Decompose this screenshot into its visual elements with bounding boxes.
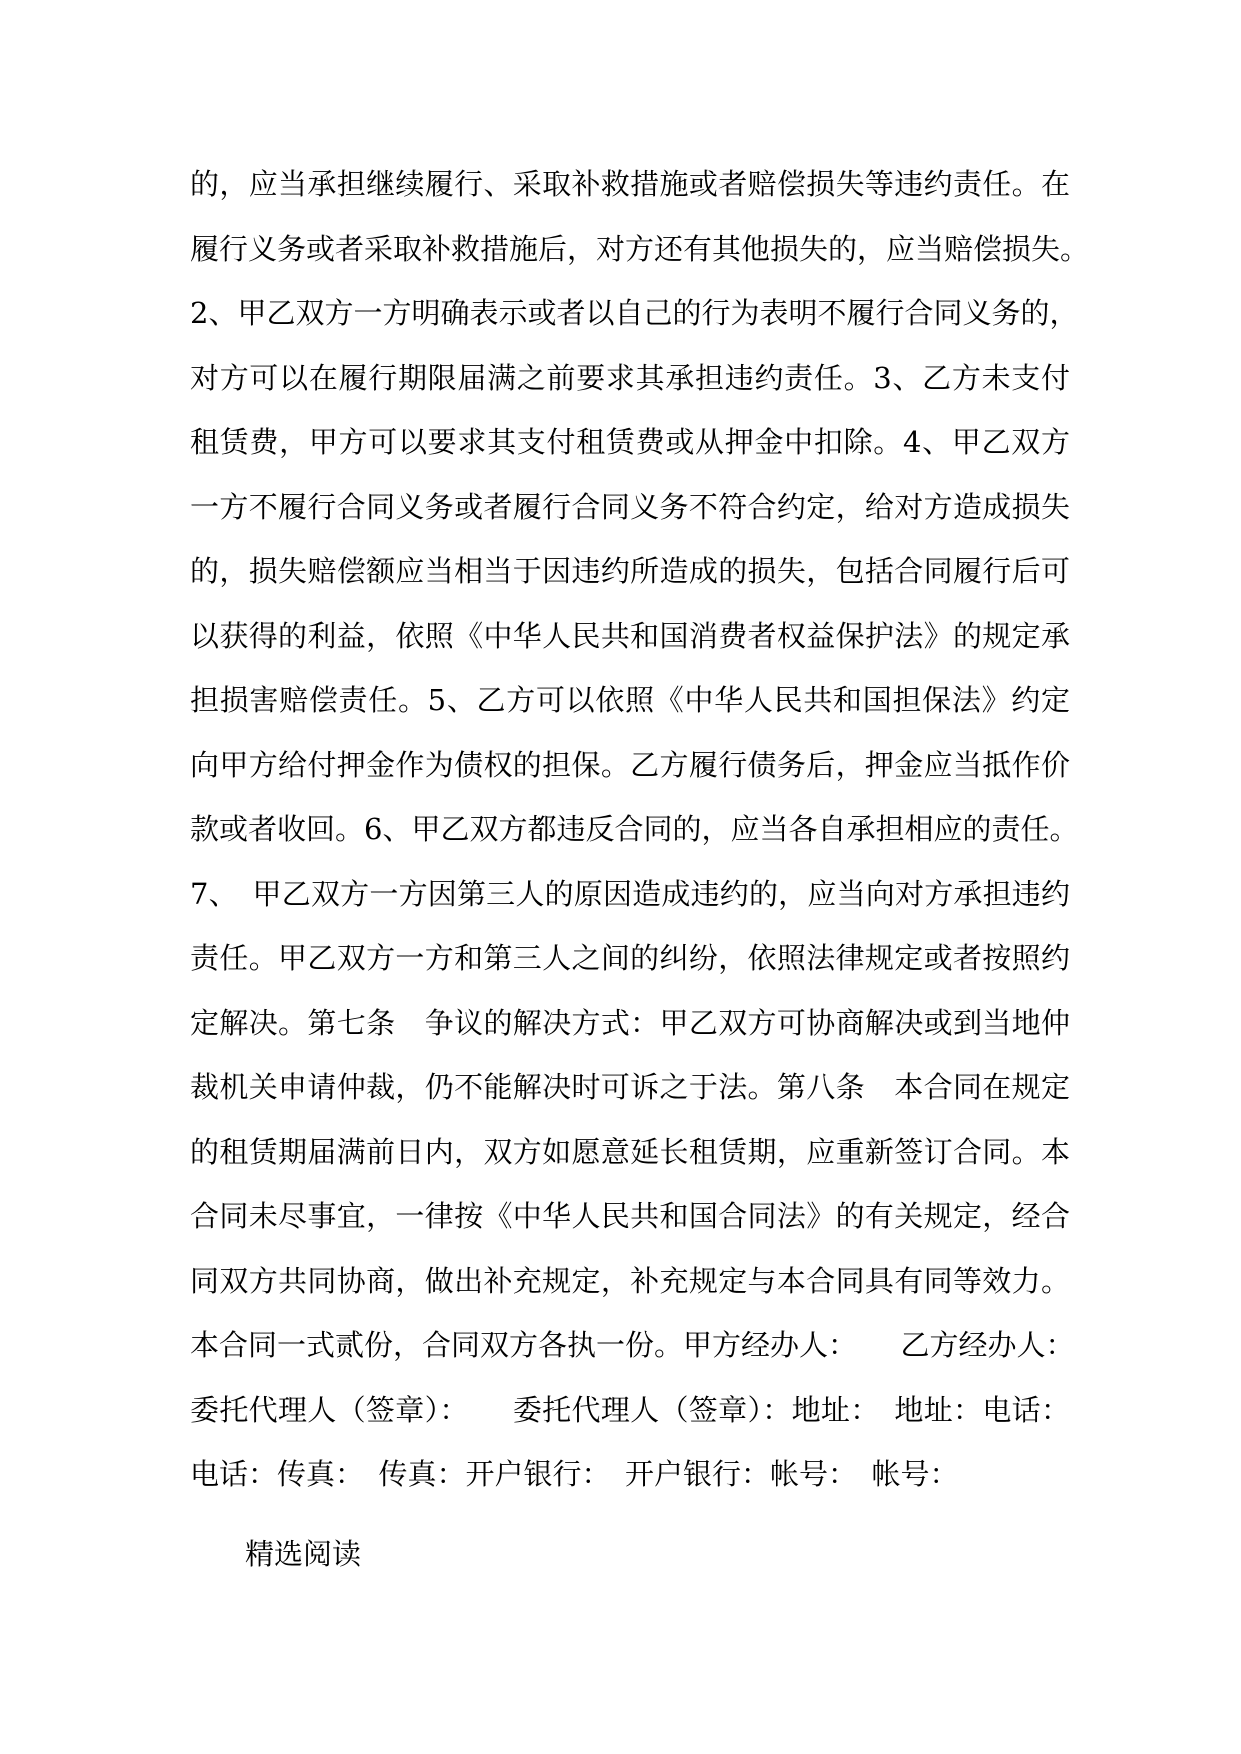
text-line: 款或者收回。6、甲乙双方都违反合同的，应当各自承担相应的责任。 [190, 812, 1079, 846]
section-heading-featured-reading: 精选阅读 [245, 1537, 362, 1571]
text-line: 电话：传真： 传真：开户银行： 开户银行：帐号： 帐号： [190, 1457, 959, 1491]
text-line: 合同未尽事宜，一律按《中华人民共和国合同法》的有关规定，经合 [190, 1199, 1070, 1233]
text-line: 的租赁期届满前日内，双方如愿意延长租赁期，应重新签订合同。本 [190, 1134, 1070, 1169]
text-line: 向甲方给付押金作为债权的担保。乙方履行债务后，押金应当抵作价 [190, 747, 1070, 782]
text-line: 定解决。第七条 争议的解决方式：甲乙双方可协商解决或到当地仲 [190, 1005, 1070, 1040]
text-line: 租赁费，甲方可以要求其支付租赁费或从押金中扣除。4、甲乙双方 [190, 425, 1070, 459]
text-line: 对方可以在履行期限届满之前要求其承担违约责任。3、乙方未支付 [190, 360, 1070, 395]
text-line: 同双方共同协商，做出补充规定，补充规定与本合同具有同等效力。 [190, 1263, 1070, 1298]
text-line: 本合同一式贰份，合同双方各执一份。甲方经办人： 乙方经办人： [190, 1328, 1075, 1362]
text-line: 的，应当承担继续履行、采取补救措施或者赔偿损失等违约责任。在 [190, 167, 1070, 201]
text-line: 委托代理人（签章）： 委托代理人（签章）：地址： 地址：电话： [190, 1392, 1070, 1427]
text-line: 担损害赔偿责任。5、乙方可以依照《中华人民共和国担保法》约定 [190, 683, 1070, 717]
text-line: 7、 甲乙双方一方因第三人的原因造成违约的，应当向对方承担违约 [190, 876, 1070, 911]
text-line: 履行义务或者采取补救措施后，对方还有其他损失的，应当赔偿损失。 [190, 231, 1090, 266]
text-line: 一方不履行合同义务或者履行合同义务不符合约定，给对方造成损失 [190, 489, 1070, 524]
text-line: 以获得的利益，依照《中华人民共和国消费者权益保护法》的规定承 [190, 618, 1070, 653]
contract-body-text [190, 152, 1090, 1507]
text-line: 2、甲乙双方一方明确表示或者以自己的行为表明不履行合同义务的， [190, 296, 1079, 330]
text-line: 责任。甲乙双方一方和第三人之间的纠纷，依照法律规定或者按照约 [190, 941, 1070, 975]
text-line: 的，损失赔偿额应当相当于因违约所造成的损失，包括合同履行后可 [190, 554, 1070, 588]
text-line: 裁机关申请仲裁，仍不能解决时可诉之于法。第八条 本合同在规定 [190, 1070, 1070, 1104]
